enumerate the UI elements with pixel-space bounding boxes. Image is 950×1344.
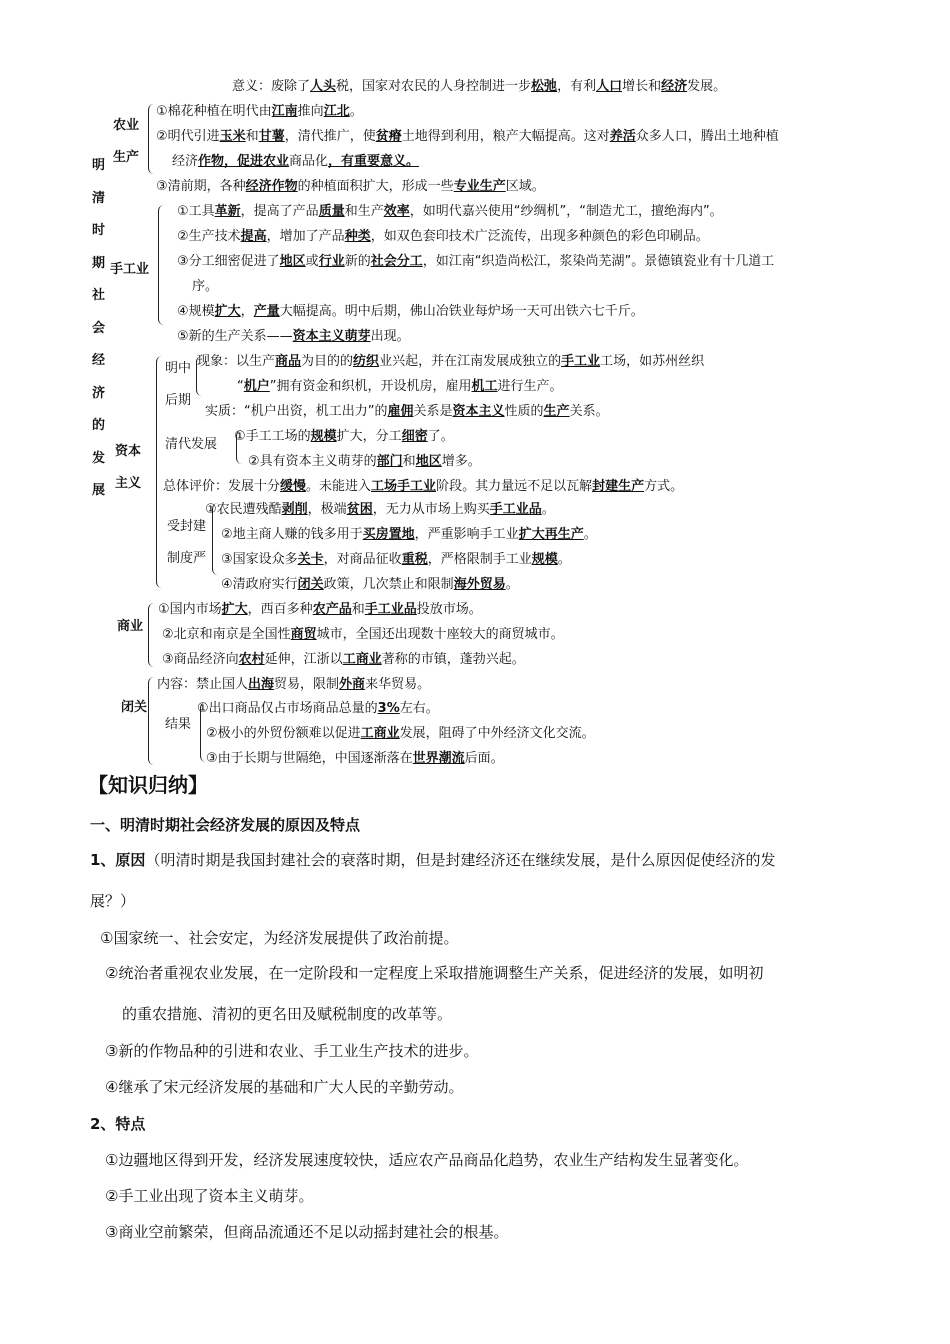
key-term: 买房置地	[362, 527, 415, 542]
key-term: 江北	[323, 104, 350, 119]
key-term: 资本主义	[452, 404, 505, 419]
text-segment: ②明代引进	[156, 129, 220, 144]
text-segment: 的种植面积扩大，形成一些	[297, 179, 454, 194]
text-segment: 投放市场。	[416, 602, 482, 617]
cause-4: ④继承了宋元经济发展的基础和广大人民的辛勤劳动。	[105, 1078, 464, 1096]
text-segment: 意义：废除了	[232, 79, 311, 94]
text-segment: ，如双色套印技术广泛流传，出现多种颜色的彩色印刷品。	[370, 229, 709, 244]
overall-evaluation	[163, 479, 683, 495]
text-segment: 增多。	[441, 454, 481, 469]
closed-result-2	[206, 726, 595, 742]
text-segment: ③由于长期与世隔绝，中国逐渐落在	[206, 751, 413, 766]
side-title-char: 展	[92, 483, 106, 498]
cause-2b: 的重农措施、清初的更名田及赋税制度的改革等。	[122, 1005, 453, 1023]
cause-3: ③新的作物品种的引进和农业、手工业生产技术的进步。	[105, 1042, 479, 1060]
text-segment: ③分工细密促进了	[177, 254, 280, 269]
text-segment: ，对商品征收	[323, 552, 402, 567]
key-term: 养活	[609, 129, 636, 144]
text-segment: 大幅提高。明中后期，佛山冶铁业每炉场一天可出铁六七千斤。	[279, 304, 644, 319]
agri-item-2b	[172, 154, 419, 170]
text-segment: 性质的	[504, 404, 544, 419]
closed-brace	[148, 677, 155, 765]
restriction-item-2	[221, 527, 597, 543]
key-term: 细密	[401, 429, 428, 444]
capital-label-1: 资本	[115, 444, 142, 459]
ming-label-2: 后期	[165, 393, 192, 408]
key-term: 专业生产	[453, 179, 506, 194]
cause-intro-2: 展？）	[90, 892, 136, 910]
key-term: ，有重要意义。	[328, 154, 420, 169]
text-segment: ，严格限制手工业	[427, 552, 532, 567]
key-term: 手工业品	[489, 502, 542, 517]
text-segment: 了。	[427, 429, 454, 444]
commerce-brace	[148, 603, 155, 667]
cause-2: ②统治者重视农业发展，在一定阶段和一定程度上采取措施调整生产关系，促进经济的发展，如明初	[105, 964, 764, 982]
text-segment: 区域。	[505, 179, 545, 194]
key-term: 提高	[240, 229, 267, 244]
text-segment: 内容：禁止国人	[157, 677, 249, 692]
text-segment: 和	[245, 129, 259, 144]
text-segment: 政策，几次禁止和限制	[323, 577, 454, 592]
closed-label: 闭关	[121, 700, 148, 715]
text-segment: ”拥有资金和织机，开设机房，雇用	[269, 379, 472, 394]
key-term: 部门	[376, 454, 403, 469]
text-segment: ③清前期，各种	[156, 179, 246, 194]
side-title-char: 的	[92, 418, 106, 433]
restriction-label-2: 制度严	[167, 551, 207, 566]
key-term: 封建生产	[592, 479, 645, 494]
agri-item-2	[156, 129, 779, 145]
text-segment: ，增加了产品	[266, 229, 345, 244]
text-segment: 。	[505, 577, 519, 592]
key-term: 关卡	[297, 552, 324, 567]
key-term: 地区	[279, 254, 306, 269]
text-segment: 实质：“机户出资，机工出力”的	[205, 404, 388, 419]
text-segment: 发展。	[687, 79, 727, 94]
key-term: 江南	[271, 104, 298, 119]
ming-essence	[205, 404, 609, 420]
key-term: 生产	[543, 404, 570, 419]
text-segment: 贸易，限制	[274, 677, 340, 692]
text-segment: ①出口商品仅占市场商品总量的	[197, 701, 378, 716]
side-title-char: 经	[92, 353, 106, 368]
text-segment: ①工具	[177, 204, 215, 219]
text-segment: 业兴起，并在江南发展成独立的	[379, 354, 562, 369]
craft-item-2	[177, 229, 709, 245]
text-segment: 增长和	[622, 79, 662, 94]
key-term: 玉米	[219, 129, 246, 144]
key-term: 人头	[310, 79, 337, 94]
key-term: 缓慢	[280, 479, 307, 494]
capital-brace	[156, 356, 163, 588]
key-term: 商贸	[290, 627, 317, 642]
text-segment: ，	[240, 304, 254, 319]
restriction-item-3	[221, 552, 571, 568]
key-term: 质量	[318, 204, 345, 219]
text-segment: ②地主商人赚的钱多用于	[221, 527, 363, 542]
text-segment: 众多人口，腾出土地种植	[635, 129, 779, 144]
text-segment: 。	[349, 104, 363, 119]
text-segment: ，清代推广，使	[284, 129, 376, 144]
side-title-char: 明	[92, 158, 106, 173]
text-segment: 左右。	[399, 701, 439, 716]
key-term: 革新	[214, 204, 241, 219]
commerce-item-3	[162, 652, 525, 668]
key-term: 种类	[344, 229, 371, 244]
key-term: 人口	[596, 79, 623, 94]
text-segment: ，极端	[307, 502, 347, 517]
agri-label-1: 农业	[113, 118, 140, 133]
text-segment: 总体评价：发展十分	[163, 479, 281, 494]
text-segment: 经济	[172, 154, 199, 169]
key-term: 纺织	[353, 354, 380, 369]
key-term: 世界潮流	[412, 751, 465, 766]
key-term: 资本主义萌芽	[292, 329, 371, 344]
text-segment: 来华贸易。	[365, 677, 431, 692]
text-segment: ，提高了产品	[240, 204, 319, 219]
text-segment: ①棉花种植在明代由	[156, 104, 272, 119]
agri-brace	[148, 104, 155, 174]
qing-item-1	[234, 429, 454, 445]
text-segment: 为目的的	[301, 354, 354, 369]
text-segment: 城市，全国还出现数十座较大的商贸城市。	[316, 627, 564, 642]
commerce-label: 商业	[117, 619, 144, 634]
key-term: 贫瘠	[375, 129, 402, 144]
ming-phenomenon	[197, 354, 704, 370]
section-1-title: 一、明清时期社会经济发展的原因及特点	[90, 816, 361, 834]
text-segment: ，如明代嘉兴使用“纱绸机”，“制造尤工，擅绝海内”。	[409, 204, 723, 219]
ming-phenomenon-2	[237, 379, 563, 395]
key-term: 作物，促进农业	[198, 154, 290, 169]
side-title-char: 济	[92, 385, 106, 401]
text-segment: 。未能进入	[306, 479, 372, 494]
cause-1: ①国家统一、社会安定，为经济发展提供了政治前提。	[100, 929, 459, 947]
key-term: 剥削	[281, 502, 308, 517]
text-segment: ，西百多种	[247, 602, 313, 617]
key-term: 地区	[415, 454, 442, 469]
text-segment: “	[237, 379, 244, 394]
capital-label-2: 主义	[115, 476, 142, 491]
key-term: 外商	[339, 677, 366, 692]
text-segment: 发展，阻碍了中外经济文化交流。	[399, 726, 595, 741]
text-segment: 进行生产。	[497, 379, 563, 394]
text-segment: 现象：以生产	[197, 354, 276, 369]
closed-result-1	[197, 701, 439, 717]
key-term: 产量	[253, 304, 280, 319]
text-segment: ③商品经济向	[162, 652, 239, 667]
text-segment: 。	[557, 552, 571, 567]
text-segment: 关系。	[569, 404, 609, 419]
text-segment: 或	[305, 254, 319, 269]
side-title-char: 时	[92, 223, 106, 238]
text-segment: ④清政府实行	[221, 577, 298, 592]
feature-title: 2、特点	[90, 1115, 146, 1133]
text-segment: 和	[351, 602, 365, 617]
key-term: 闭关	[297, 577, 324, 592]
key-term: 扩大再生产	[518, 527, 584, 542]
text-segment: ，严重影响手工业	[414, 527, 519, 542]
text-segment: 方式。	[644, 479, 684, 494]
text-segment: 关系是	[413, 404, 453, 419]
text-segment: 。	[583, 527, 597, 542]
text-segment: 工场，如苏州丝织	[600, 354, 705, 369]
text-segment: ③国家设众多	[221, 552, 298, 567]
feature-3: ③商业空前繁荣，但商品流通还不足以动摇封建社会的根基。	[105, 1223, 509, 1241]
restriction-item-1	[205, 502, 555, 518]
qing-item-2	[248, 454, 481, 470]
restriction-label-1: 受封建	[167, 519, 207, 534]
text-segment: 延伸，江浙以	[264, 652, 343, 667]
key-term: 3%	[377, 701, 400, 716]
closed-result-3	[206, 751, 504, 767]
key-term: 行业	[318, 254, 345, 269]
text-segment: 和生产	[344, 204, 384, 219]
key-term: 规模	[531, 552, 558, 567]
text-segment: 扩大，分工	[336, 429, 402, 444]
side-title-char: 清	[92, 190, 106, 206]
key-term: 甘薯	[258, 129, 285, 144]
text-segment: ②极小的外贸份额难以促进	[206, 726, 361, 741]
key-term: 扩大	[221, 602, 248, 617]
agri-item-1	[156, 104, 363, 120]
feature-2: ②手工业出现了资本主义萌芽。	[105, 1187, 314, 1205]
craft-item-3b: 序。	[192, 279, 219, 294]
key-term: 经济作物	[245, 179, 298, 194]
key-term: 农产品	[312, 602, 352, 617]
text-segment: 商品化	[289, 154, 329, 169]
key-term: 农村	[238, 652, 265, 667]
craft-label: 手工业	[110, 262, 150, 277]
text-segment: ①手工工场的	[234, 429, 311, 444]
text-segment: ，无力从市场上购买	[372, 502, 490, 517]
text-segment: ②生产技术	[177, 229, 241, 244]
key-term: 贫困	[346, 502, 373, 517]
key-term: 工场手工业	[371, 479, 437, 494]
cause-title: 1、原因	[90, 851, 146, 869]
cause-intro	[90, 850, 775, 870]
craft-item-1	[177, 204, 723, 220]
text-segment: 税，国家对农民的人身控制进一步	[336, 79, 532, 94]
text-segment: 和	[402, 454, 416, 469]
knowledge-heading: 【知识归纳】	[88, 773, 208, 797]
cause-intro-text: （明清时期是我国封建社会的衰落时期，但是封建经济还在继续发展，是什么原因促使经济的发	[145, 851, 776, 869]
closed-content	[157, 677, 430, 693]
key-term: 海外贸易	[453, 577, 506, 592]
side-title-char: 会	[92, 320, 106, 336]
text-segment: ，如江南“织造尚松江，浆染尚芜湖”。景德镇瓷业有十几道工	[422, 254, 775, 269]
key-term: 出海	[248, 677, 275, 692]
craft-brace	[158, 205, 165, 325]
craft-item-3	[177, 254, 774, 270]
text-segment: ①国内市场	[158, 602, 222, 617]
key-term: 社会分工	[370, 254, 423, 269]
key-term: 手工业	[561, 354, 601, 369]
key-term: 机户	[243, 379, 270, 394]
text-segment: 著称的市镇，蓬勃兴起。	[381, 652, 525, 667]
key-term: 经济	[661, 79, 688, 94]
commerce-item-1	[158, 602, 482, 618]
ming-label-1: 明中	[165, 361, 192, 376]
text-segment: 。	[541, 502, 555, 517]
key-term: 重税	[401, 552, 428, 567]
side-title-char: 期	[92, 255, 106, 271]
side-title-char: 社	[92, 288, 106, 303]
craft-item-4	[177, 304, 644, 320]
key-term: 雇佣	[387, 404, 414, 419]
significance-line	[232, 79, 726, 95]
key-term: 效率	[383, 204, 410, 219]
key-term: 松弛	[531, 79, 558, 94]
restriction-item-4	[221, 577, 519, 593]
key-term: 手工业品	[364, 602, 417, 617]
qing-label: 清代发展	[165, 437, 218, 452]
text-segment: 推向	[297, 104, 324, 119]
text-segment: 出现。	[370, 329, 410, 344]
craft-item-5	[177, 329, 410, 345]
key-term: 商品	[275, 354, 302, 369]
text-segment: ②具有资本主义萌芽的	[248, 454, 377, 469]
text-segment: 阶段。其力量远不足以瓦解	[436, 479, 593, 494]
key-term: 工商业	[360, 726, 400, 741]
text-segment: ，有利	[557, 79, 597, 94]
key-term: 扩大	[214, 304, 241, 319]
side-title-char: 发	[92, 450, 106, 466]
agri-label-2: 生产	[113, 150, 140, 165]
text-segment: ⑤新的生产关系——	[177, 329, 293, 344]
text-segment: ②北京和南京是全国性	[162, 627, 291, 642]
key-term: 工商业	[342, 652, 382, 667]
key-term: 规模	[310, 429, 337, 444]
text-segment: 后面。	[464, 751, 504, 766]
text-segment: ①农民遭残酷	[205, 502, 282, 517]
text-segment: 新的	[344, 254, 371, 269]
text-segment: ④规模	[177, 304, 215, 319]
closed-result-label: 结果	[165, 717, 192, 732]
text-segment: 土地得到利用，粮产大幅提高。这对	[401, 129, 610, 144]
feature-1: ①边疆地区得到开发，经济发展速度较快，适应农产品商品化趋势，农业生产结构发生显著变化。	[105, 1151, 749, 1169]
key-term: 机工	[471, 379, 498, 394]
commerce-item-2	[162, 627, 564, 643]
agri-item-3	[156, 179, 545, 195]
